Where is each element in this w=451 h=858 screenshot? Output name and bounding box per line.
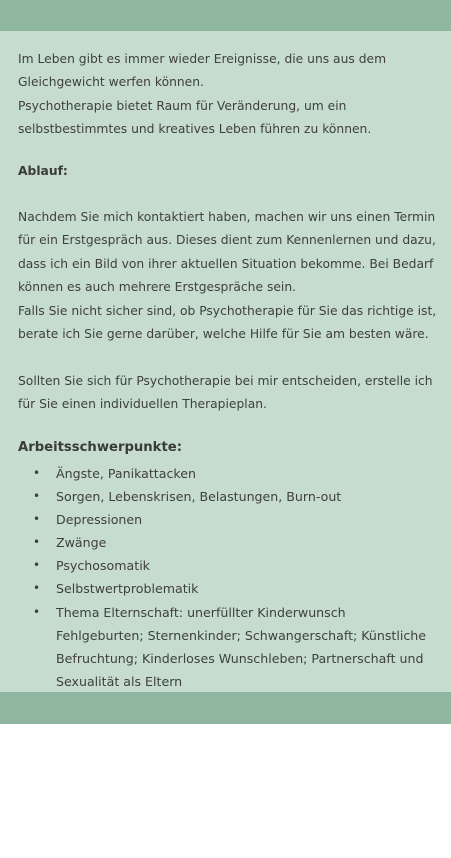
list-item-label: Ängste, Panikattacken — [56, 466, 196, 481]
intro-line-2: Psychotherapie bietet Raum für Veränderung, um ein selbstbestimmtes und kreatives Leben führen zu können. — [18, 98, 372, 137]
process-paragraph-2: Falls Sie nicht sicher sind, ob Psychotherapie für Sie das richtige ist, berate ich Sie gerne darüber, welche Hilfe für Sie am besten wäre. — [18, 303, 437, 342]
list-item — [0, 554, 436, 577]
list-item-label: Thema Elternschaft: unerfüllter Kinderwunsch Fehlgeburten; Sternenkinder; Schwangerschaft; Künstliche Befruchtung; Kinderloses Wunschleben; Partnerschaft und Sexualität als Eltern — [56, 604, 427, 689]
list-item — [0, 601, 436, 693]
process-paragraph-1: Nachdem Sie mich kontaktiert haben, machen wir uns einen Termin für ein Erstgespräch aus. Dieses dient zum Kennenlernen und dazu, dass ich ein Bild von ihrer aktuellen Situation bekomme. Bei Bedarf können es auch mehrere Erstgespräche sein. — [18, 210, 436, 295]
list-item-label: Zwänge — [56, 535, 107, 551]
bullet-icon: • — [33, 604, 41, 619]
list-item — [0, 531, 436, 554]
process-text — [18, 206, 446, 346]
list-item — [0, 462, 436, 485]
bullet-icon: • — [33, 558, 41, 573]
list-item — [0, 508, 436, 531]
intro-text — [18, 48, 446, 142]
list-item-label: Depressionen — [56, 512, 143, 528]
bullet-icon: • — [33, 535, 41, 550]
process-heading: Ablauf: — [18, 164, 68, 178]
bullet-icon: • — [33, 466, 41, 480]
process-paragraph-3: Sollten Sie sich für Psychotherapie bei mir entscheiden, erstelle ich für Sie einen individuellen Therapieplan. — [18, 374, 433, 412]
focus-heading: Arbeitsschwerpunkte: — [18, 440, 182, 455]
bullet-icon: • — [33, 489, 41, 504]
list-item-label: Sorgen, Lebenskrisen, Belastungen, Burn-out — [56, 489, 342, 505]
top-band — [0, 0, 451, 31]
bottom-band — [0, 692, 451, 724]
process-plan-text — [18, 370, 446, 417]
intro-line-1: Im Leben gibt es immer wieder Ereignisse, die uns aus dem Gleichgewicht werfen können. — [18, 52, 387, 90]
bullet-icon: • — [33, 512, 41, 527]
focus-list — [0, 462, 451, 693]
bullet-icon: • — [33, 581, 41, 596]
list-item-label: Psychosomatik — [56, 558, 150, 574]
list-item — [0, 485, 436, 508]
list-item-label: Selbstwertproblematik — [56, 581, 199, 597]
list-item — [0, 577, 436, 600]
